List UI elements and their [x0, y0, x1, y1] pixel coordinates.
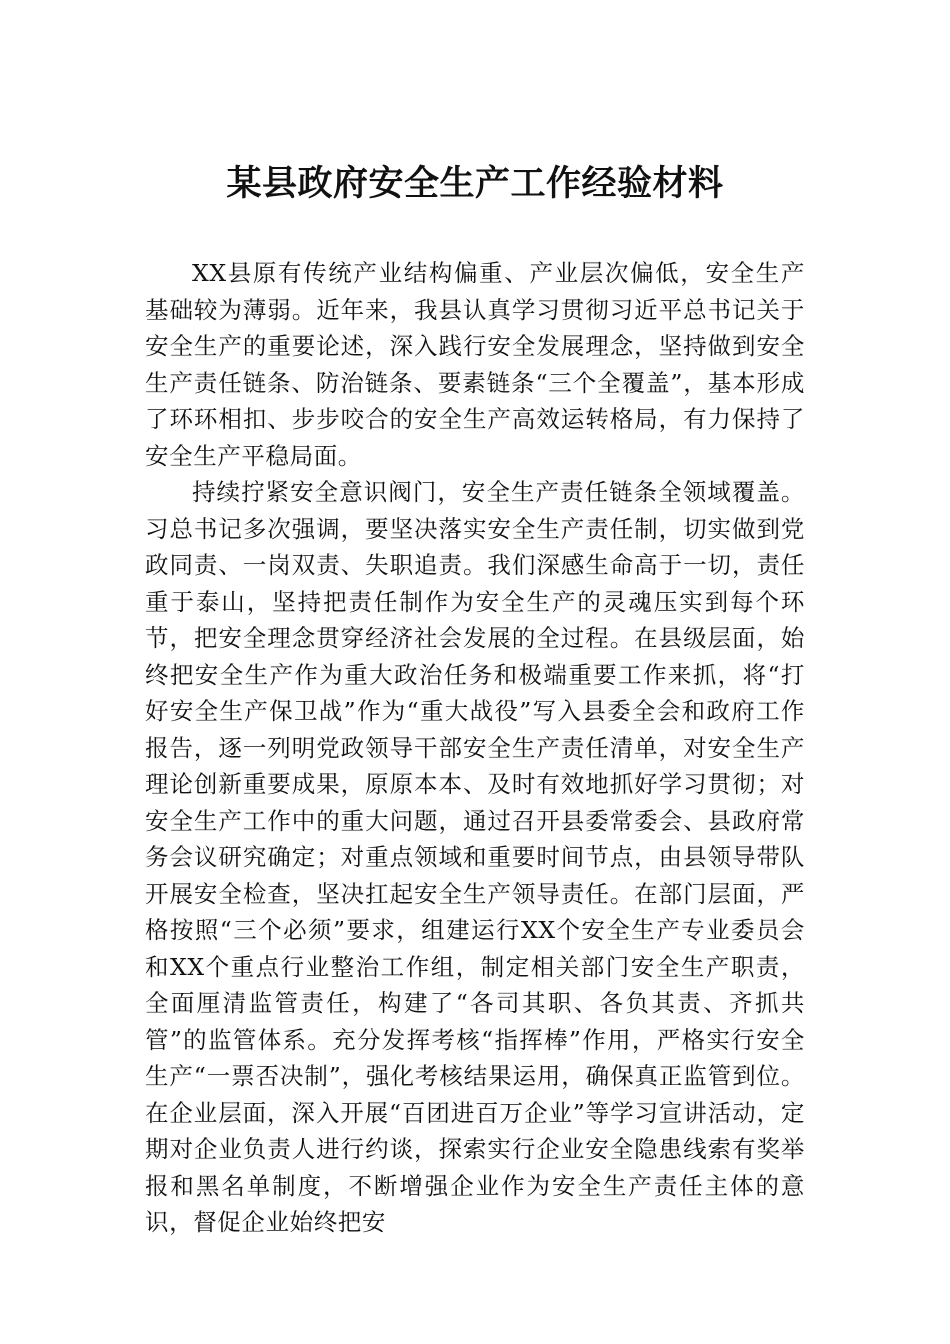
document-title: 某县政府安全生产工作经验材料: [226, 163, 724, 204]
paragraph-responsibility: 持续拧紧安全意识阀门，安全生产责任链条全领域覆盖。习总书记多次强调，要坚决落实安全生产责任制，切实做到党政同责、一岗双责、失职追责。我们深感生命高于一切，责任重于泰山，坚持把责任制作为安全生产的灵魂压实到每个环节，把安全理念贯穿经济社会发展的全过程。在县级层面，始终把安全生产作为重大政治任务和极端重要工作来抓，将“打好安全生产保卫战”作为“重大战役”写入县委全会和政府工作报告，逐一列明党政领导干部安全生产责任清单，对安全生产理论创新重要成果，原原本本、及时有效地抓好学习贯彻；对安全生产工作中的重大问题，通过召开县委常委会、县政府常务会议研究确定；对重点领域和重要时间节点，由县领导带队开展安全检查，坚决扛起安全生产领导责任。在部门层面，严格按照“三个必须”要求，组建运行XX个安全生产专业委员会和XX个重点行业整治工作组，制定相关部门安全生产职责，全面厘清监管责任，构建了“各司其职、各负其责、齐抓共管”的监管体系。充分发挥考核“指挥棒”作用，严格实行安全生产“一票否决制”，强化考核结果运用，确保真正监管到位。在企业层面，深入开展“百团进百万企业”等学习宣讲活动，定期对企业负责人进行约谈，探索实行企业安全隐患线索有奖举报和黑名单制度，不断增强企业作为安全生产责任主体的意识，督促企业始终把安: [145, 478, 805, 1236]
document-body: [145, 255, 805, 1241]
paragraph-intro: XX县原有传统产业结构偏重、产业层次偏低，安全生产基础较为薄弱。近年来，我县认真学习贯彻习近平总书记关于安全生产的重要论述，深入践行安全发展理念，坚持做到安全生产责任链条、防治链条、要素链条“三个全覆盖”，基本形成了环环相扣、步步咬合的安全生产高效运转格局，有力保持了安全生产平稳局面。: [145, 259, 805, 470]
